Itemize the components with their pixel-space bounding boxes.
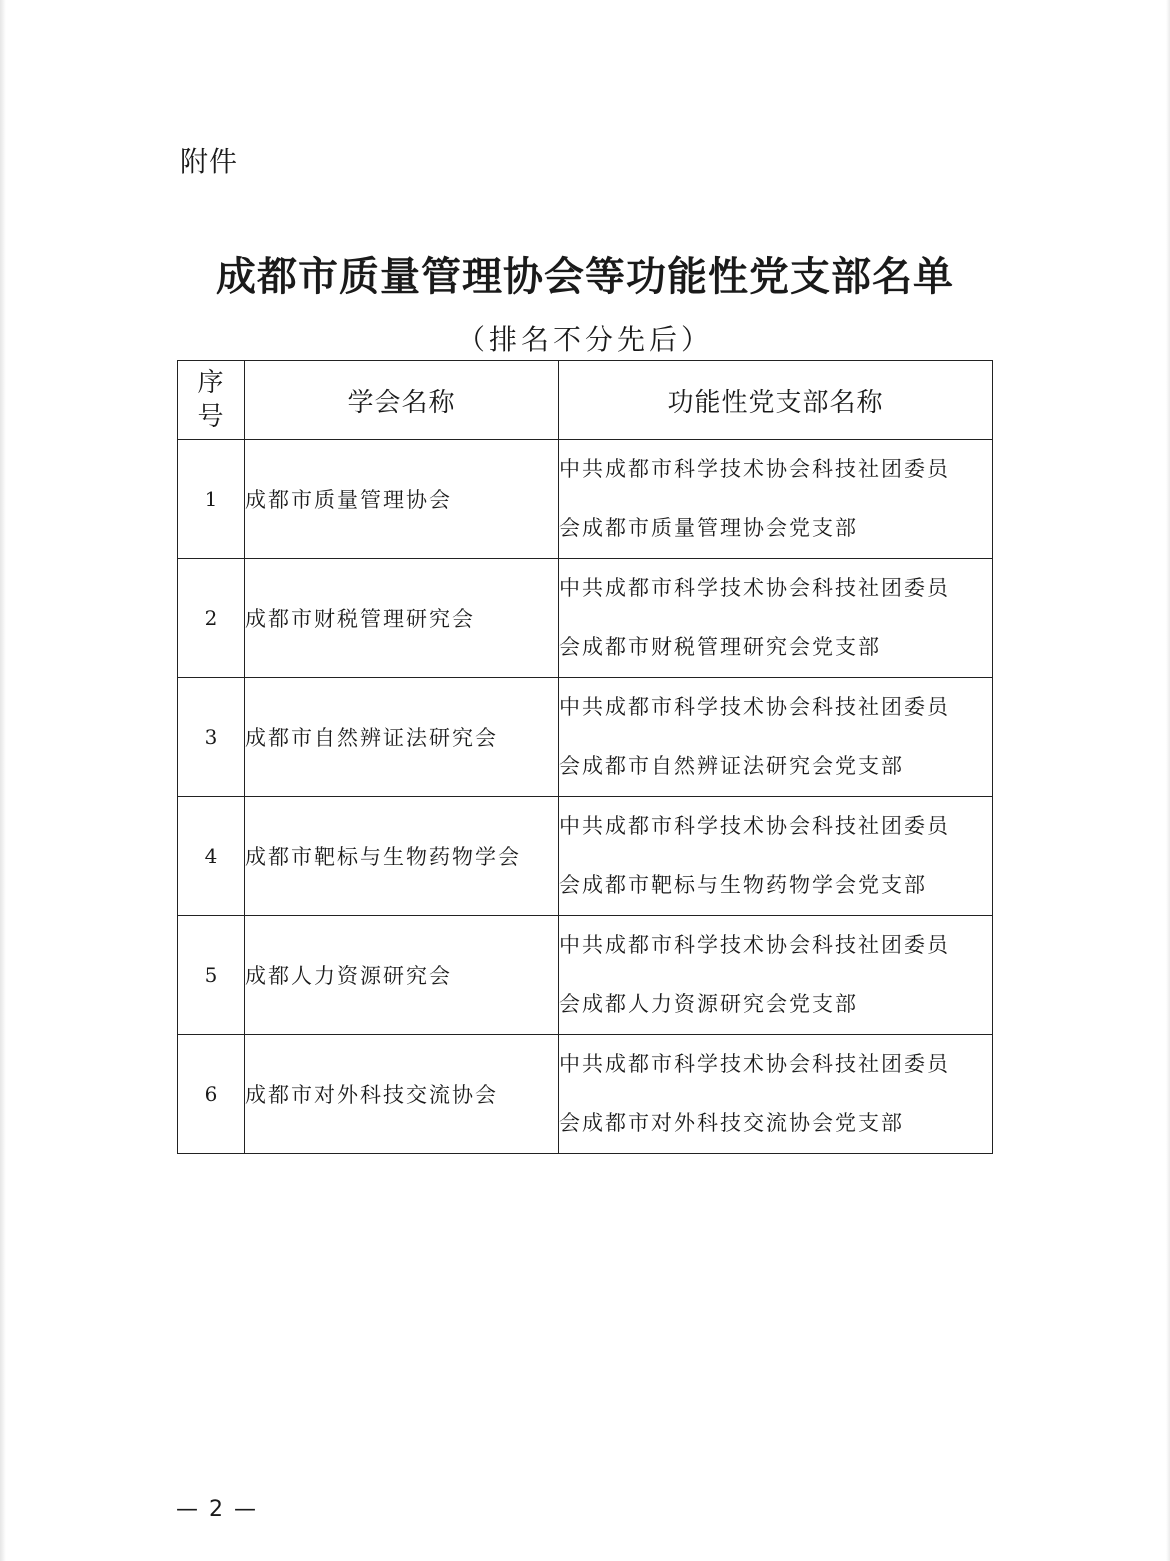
row-branch-line1: 中共成都市科学技术协会科技社团委员 <box>559 814 950 838</box>
row-branch-line1: 中共成都市科学技术协会科技社团委员 <box>559 1052 950 1076</box>
row-seq: 2 <box>178 559 245 678</box>
row-society-name: 成都市对外科技交流协会 <box>245 1035 559 1154</box>
table-header-row <box>178 361 993 440</box>
row-branch-line2: 会成都人力资源研究会党支部 <box>559 992 858 1016</box>
row-seq: 3 <box>178 678 245 797</box>
row-society-name: 成都市自然辨证法研究会 <box>245 678 559 797</box>
row-society-name: 成都市质量管理协会 <box>245 440 559 559</box>
row-branch-name <box>559 1035 993 1154</box>
table-body <box>178 440 993 1154</box>
row-branch-name <box>559 440 993 559</box>
row-branch-name <box>559 916 993 1035</box>
table-row <box>178 559 993 678</box>
header-seq-line1: 序 <box>197 368 225 398</box>
row-society-name: 成都市靶标与生物药物学会 <box>245 797 559 916</box>
document-subtitle: （排名不分先后） <box>456 323 713 356</box>
row-society-name: 成都人力资源研究会 <box>245 916 559 1035</box>
page-number: — 2 — <box>176 1497 258 1522</box>
page-edge-left <box>0 0 6 1561</box>
branch-list-table <box>177 360 993 1154</box>
row-branch-name <box>559 797 993 916</box>
row-seq: 1 <box>178 440 245 559</box>
row-branch-line1: 中共成都市科学技术协会科技社团委员 <box>559 933 950 957</box>
row-seq: 4 <box>178 797 245 916</box>
row-branch-line2: 会成都市财税管理研究会党支部 <box>559 635 881 659</box>
row-branch-name <box>559 559 993 678</box>
document-title: 成都市质量管理协会等功能性党支部名单 <box>216 253 954 300</box>
header-seq <box>178 361 245 440</box>
row-society-name: 成都市财税管理研究会 <box>245 559 559 678</box>
table-row <box>178 1035 993 1154</box>
row-branch-name <box>559 678 993 797</box>
attachment-label: 附件 <box>180 145 239 178</box>
table-row <box>178 797 993 916</box>
row-branch-line2: 会成都市质量管理协会党支部 <box>559 516 858 540</box>
row-branch-line2: 会成都市对外科技交流协会党支部 <box>559 1111 904 1135</box>
table-row <box>178 440 993 559</box>
row-branch-line1: 中共成都市科学技术协会科技社团委员 <box>559 457 950 481</box>
table-row <box>178 678 993 797</box>
row-branch-line2: 会成都市靶标与生物药物学会党支部 <box>559 873 927 897</box>
header-society-name: 学会名称 <box>245 361 559 440</box>
header-seq-line2: 号 <box>197 402 225 432</box>
row-seq: 5 <box>178 916 245 1035</box>
row-branch-line1: 中共成都市科学技术协会科技社团委员 <box>559 695 950 719</box>
row-seq: 6 <box>178 1035 245 1154</box>
row-branch-line2: 会成都市自然辨证法研究会党支部 <box>559 754 904 778</box>
header-branch-name: 功能性党支部名称 <box>559 361 993 440</box>
page-edge-right <box>1166 0 1170 1561</box>
row-branch-line1: 中共成都市科学技术协会科技社团委员 <box>559 576 950 600</box>
table-header <box>178 361 993 440</box>
table-row <box>178 916 993 1035</box>
